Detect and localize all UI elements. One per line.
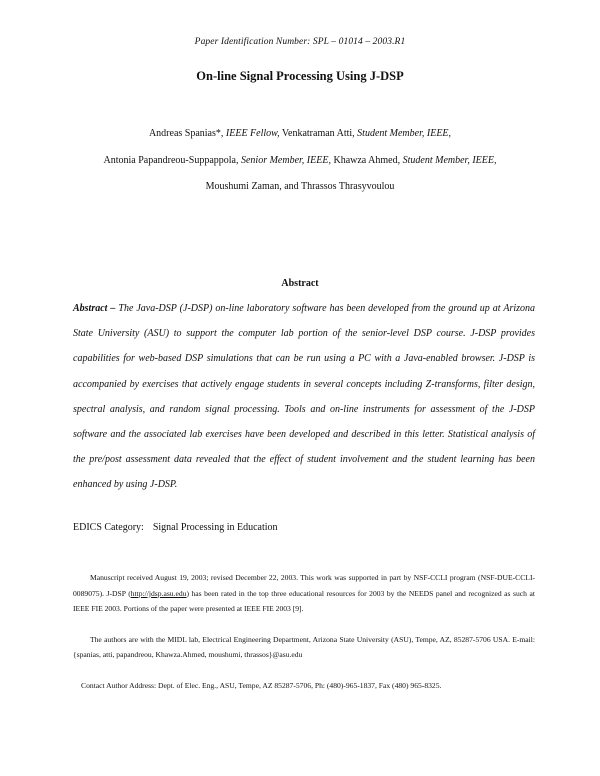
edics-category: [73, 522, 278, 533]
author-name: Andreas Spanias*,: [148, 128, 224, 139]
author-line-3: Moushumi Zaman, and Thrassos Thrasyvoulou: [205, 181, 395, 192]
author-name: Antonia Papandreou-Suppappola,: [103, 154, 239, 166]
edics-value: Signal Processing in Education: [152, 522, 278, 533]
manuscript-footnote: [73, 570, 535, 617]
abstract-lead: Abstract –: [73, 303, 116, 314]
author-block: [0, 128, 600, 208]
contact-footnote: Contact Author Address: Dept. of Elec. Eng., ASU, Tempe, AZ 85287-5706, Ph: (480)-965-1837, Fax (480) 965-8325.: [81, 680, 442, 690]
author-name: Khawza Ahmed,: [333, 154, 401, 166]
abstract-text: The Java-DSP (J-DSP) on-line laboratory software has been developed from the ground up at Arizona State University (ASU) to support the computer lab portion of the senior-level DSP course. J-DSP provides capabilities for web-based DSP simulations that can be run using a PC with a Java-enabled browser. J-DSP is accompanied by exercises that actively engage students in several concepts including Z-transforms, filter design, spectral analysis, and random signal processing. Tools and on-line instruments for assessment of the J-DSP software and the associated lab exercises have been developed and described in this letter. Statistical analysis of the pre/post assessment data revealed that the effect of student involvement and the student learning has been enhanced by using J-DSP.: [73, 303, 536, 491]
affiliation-footnote: The authors are with the MIDL lab, Electrical Engineering Department, Arizona State University (ASU), Tempe, AZ, 85287-5706 USA. E-mail: {spanias, atti, papandreou, Khawza.Ahmed, moushumi, thrassos}@asu.edu: [73, 634, 535, 659]
author-role: IEEE Fellow,: [225, 128, 280, 139]
manuscript-text: Manuscript received August 19, 2003; revised December 22, 2003. This work was supported in part by NSF-CCLI program (NSF-DUE-CCLI-0089075). J-DSP (: [73, 573, 535, 598]
footnotes: [73, 570, 535, 693]
abstract-heading: Abstract: [281, 278, 319, 289]
paper-identification-number: Paper Identification Number: SPL – 01014 – 2003.R1: [194, 37, 406, 47]
author-name: Venkatraman Atti,: [281, 128, 355, 139]
jdsp-link[interactable]: http://jdsp.asu.edu: [130, 588, 187, 598]
paper-title: On-line Signal Processing Using J-DSP: [196, 69, 404, 83]
author-role: Student Member, IEEE,: [402, 154, 497, 166]
author-line-1: [0, 128, 600, 155]
author-line-2: [0, 155, 600, 182]
abstract-body: [73, 296, 535, 498]
author-role: Student Member, IEEE,: [357, 128, 452, 139]
edics-label: EDICS Category:: [73, 522, 144, 533]
manuscript-text-continued: ) has been rated in the top three educational resources for 2003 by the NEEDS panel and recognized as such at IEEE FIE 2003. Portions of the paper were presented at IEEE FIE 2003 [9].: [73, 588, 535, 613]
author-role: Senior Member, IEEE,: [240, 154, 331, 166]
